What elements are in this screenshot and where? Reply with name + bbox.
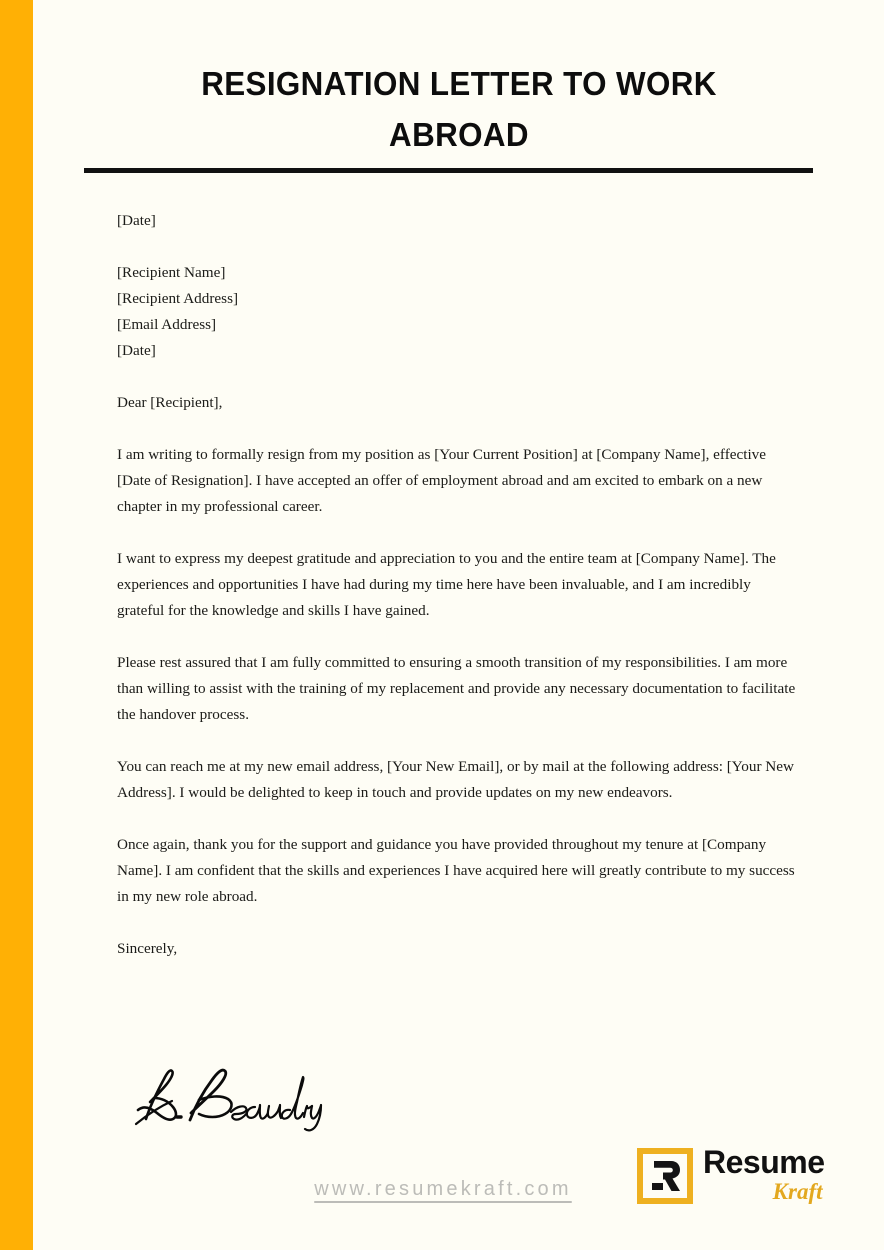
letter-date-top: [Date] xyxy=(117,212,156,229)
resumekraft-logo xyxy=(637,1145,825,1204)
brand-name-primary: Resume xyxy=(703,1144,825,1180)
letter-paragraph-5: Once again, thank you for the support and guidance you have provided throughout my tenure at [Company Name]. I am confident that the skills and experiences I have acquired here will greatly contribute to my success in my new role abroad. xyxy=(117,836,795,905)
signature-mark xyxy=(133,1062,323,1132)
footer xyxy=(33,1140,884,1250)
recipient-date: [Date] xyxy=(117,342,156,359)
left-accent-bar xyxy=(0,0,33,1250)
logo-r-mark-icon xyxy=(637,1148,693,1204)
document-content xyxy=(33,0,884,1250)
signature xyxy=(133,1062,433,1132)
letter-paragraph-2: I want to express my deepest gratitude and appreciation to you and the entire team at [Company Name]. The experiences and opportunities I have had during my time here have been invaluable, and I am incredibly grateful for the knowledge and skills I have gained. xyxy=(117,550,776,619)
recipient-block xyxy=(117,260,797,364)
title-block xyxy=(33,58,884,160)
closing-salutation: Sincerely, xyxy=(117,940,178,957)
letter-paragraph-1: I am writing to formally resign from my position as [Your Current Position] at [Company Name], effective [Date of Resignation]. I have accepted an offer of employment abroad and am excited to embark on a new chapter in my professional career. xyxy=(117,446,767,515)
recipient-email: [Email Address] xyxy=(117,316,217,333)
letter-paragraph-3: Please rest assured that I am fully committed to ensuring a smooth transition of my responsibilities. I am more than willing to assist with the training of my replacement and provide any necessary documentation to facilitate the handover process. xyxy=(117,654,796,723)
brand-name-secondary: Kraft xyxy=(772,1179,823,1204)
title-line-1: RESIGNATION LETTER TO WORK xyxy=(200,65,717,102)
website-url-link[interactable]: www.resumekraft.com xyxy=(314,1178,572,1200)
recipient-address: [Recipient Address] xyxy=(117,290,239,307)
salutation: Dear [Recipient], xyxy=(117,394,223,411)
title-divider xyxy=(84,168,813,173)
letter-body xyxy=(117,208,797,962)
letter-paragraph-4: You can reach me at my new email address, [Your New Email], or by mail at the following address: [Your New Address]. I would be delighted to keep in touch and provide updates on my new endeavors. xyxy=(117,758,794,801)
recipient-name: [Recipient Name] xyxy=(117,264,226,281)
brand-wordmark xyxy=(703,1145,825,1204)
page-title xyxy=(164,58,753,160)
title-line-2: ABROAD xyxy=(388,116,529,153)
